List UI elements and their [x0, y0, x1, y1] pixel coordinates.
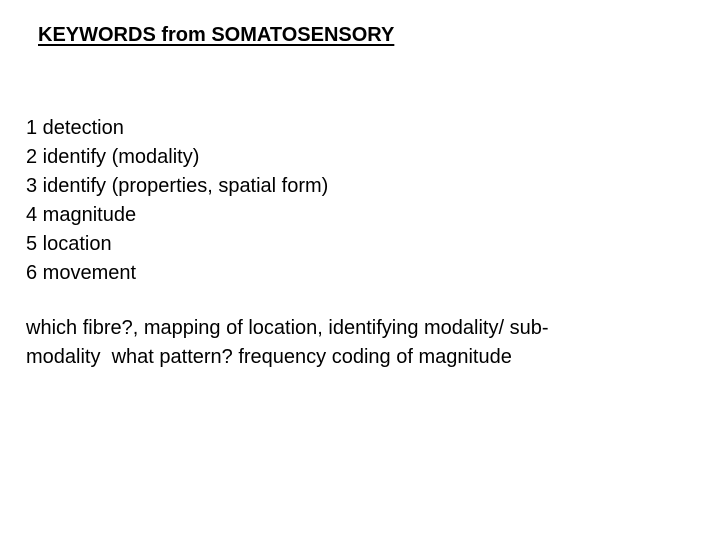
keyword-list [26, 114, 328, 288]
keyword-item-location: 5 location [26, 233, 112, 255]
keyword-item-magnitude: 4 magnitude [26, 204, 137, 226]
notes-line: which fibre?, mapping of location, identifying modality/ sub- [26, 317, 549, 339]
keyword-item-detection: 1 detection [26, 117, 124, 139]
notes-paragraph [26, 314, 666, 372]
notes-line: modality what pattern? frequency coding of magnitude [26, 346, 512, 368]
keyword-item-movement: 6 movement [26, 262, 137, 284]
slide-title: KEYWORDS from SOMATOSENSORY [38, 24, 395, 46]
keyword-item-identify-properties: 3 identify (properties, spatial form) [26, 175, 329, 197]
keyword-item-identify-modality: 2 identify (modality) [26, 146, 200, 168]
